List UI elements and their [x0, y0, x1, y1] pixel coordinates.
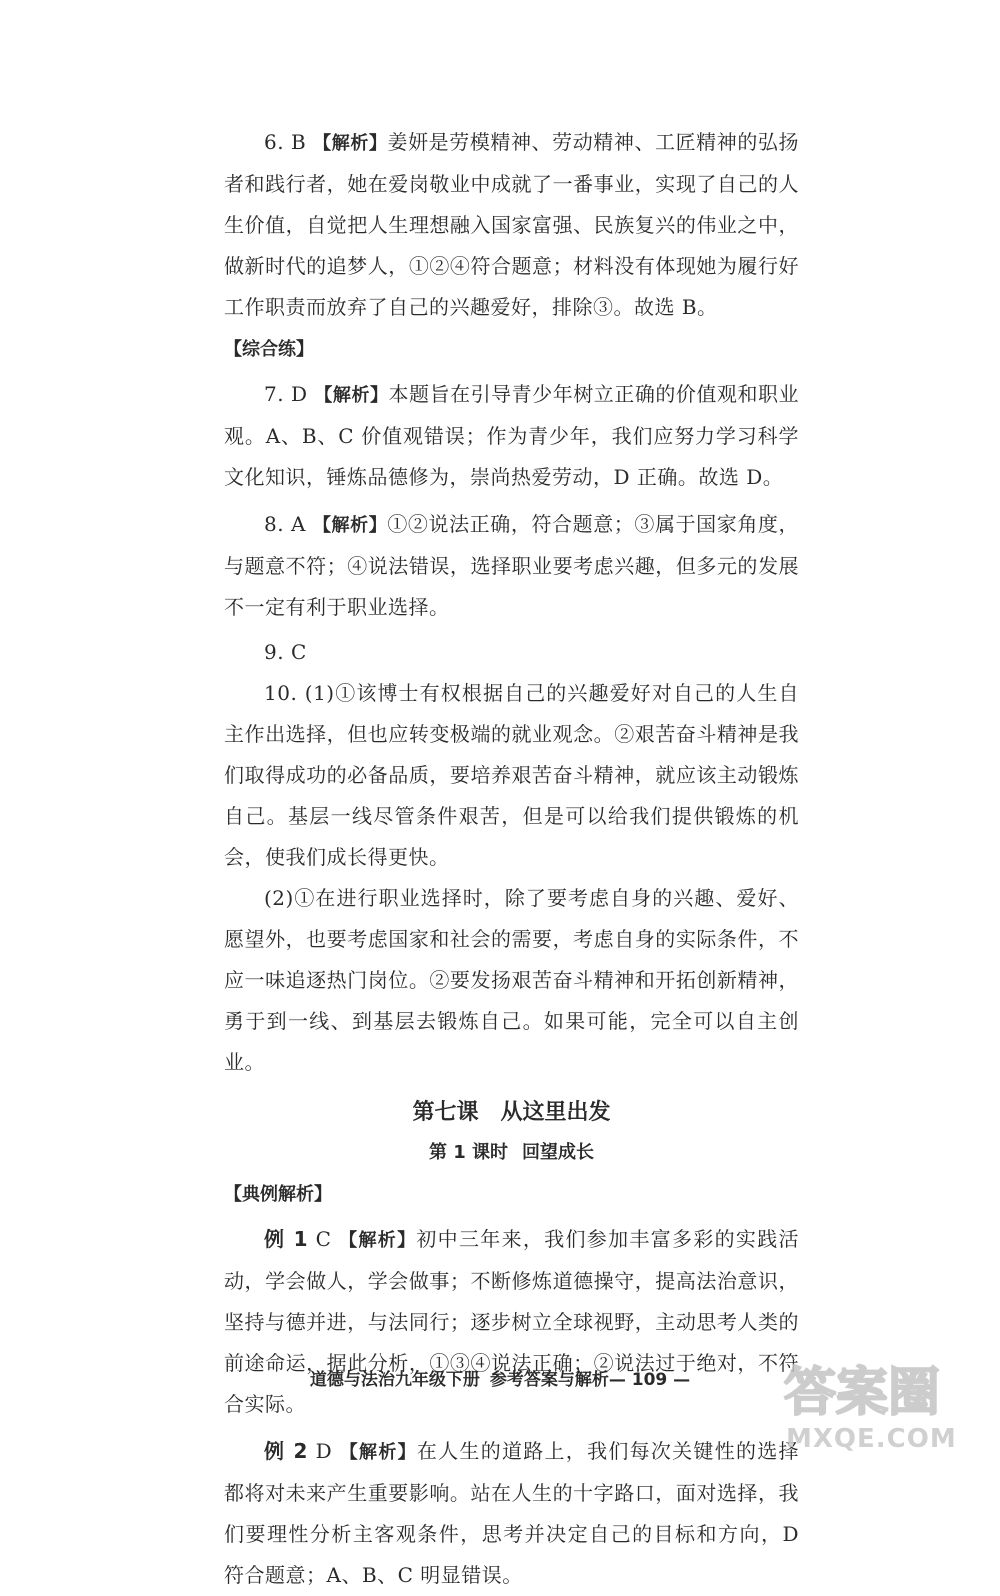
- analysis-tag: 【解析】: [339, 1230, 417, 1251]
- section-comprehensive: 【综合练】: [224, 339, 314, 360]
- lesson-number: 第七课: [412, 1100, 479, 1125]
- lesson-title: [224, 1093, 799, 1133]
- answer-8-text: ①②说法正确，符合题意；③属于国家角度，与题意不符；④说法错误，选择职业要考虑兴趣，但多元的发展不一定有利于职业选择。: [224, 512, 800, 619]
- answer-8: [224, 504, 799, 628]
- answer-10-part-1: 10. (1)①该博士有权根据自己的兴趣爱好对自己的人生自主作出选择，但也应转变极端的就业观念。②艰苦奋斗精神是我们取得成功的必备品质，要培养艰苦奋斗精神，就应该主动锻炼自己。基层一线尽管条件艰苦，但是可以给我们提供锻炼的机会，使我们成长得更快。: [224, 681, 799, 869]
- period-number: 第 1 课时: [428, 1142, 509, 1163]
- answer-7-text: 本题旨在引导青少年树立正确的价值观和职业观。A、B、C 价值观错误；作为青少年，我们应努力学习科学文化知识，锤炼品德修为，崇尚热爱劳动，D 正确。故选 D。: [224, 382, 800, 489]
- analysis-tag: 【解析】: [339, 1442, 417, 1463]
- analysis-tag: 【解析】: [313, 133, 388, 154]
- example-1: [224, 1219, 799, 1425]
- answer-6-text: 姜妍是劳模精神、劳动精神、工匠精神的弘扬者和践行者，她在爱岗敬业中成就了一番事业，实现了自己的人生价值，自觉把人生理想融入国家富强、民族复兴的伟业之中，做新时代的追梦人，①②④符合题意；材料没有体现她为履行好工作职责而放弃了自己的兴趣爱好，排除③。故选 B。: [224, 130, 800, 319]
- answer-9: [224, 632, 799, 673]
- watermark: [780, 1352, 990, 1462]
- answer-9-number: 9. C: [264, 640, 307, 664]
- watermark-logo-icon: [780, 1352, 990, 1422]
- analysis-tag: 【解析】: [312, 515, 388, 536]
- section-examples: 【典例解析】: [224, 1184, 332, 1205]
- example-1-answer: C: [315, 1227, 332, 1251]
- period-name: 回望成长: [522, 1142, 595, 1163]
- answer-6: [224, 122, 799, 328]
- example-2-answer: D: [315, 1439, 333, 1463]
- lesson-subtitle: [224, 1135, 799, 1171]
- page-number: — 109 —: [608, 1370, 691, 1390]
- analysis-tag: 【解析】: [314, 385, 389, 406]
- lesson-name: 从这里出发: [500, 1100, 611, 1125]
- answer-7-number: 7. D: [264, 382, 308, 406]
- answer-8-number: 8. A: [264, 512, 306, 536]
- example-2: [224, 1431, 799, 1596]
- example-1-text: 初中三年来，我们参加丰富多彩的实践活动，学会做人，学会做事；不断修炼道德操守，提高法治意识，坚持与德并进，与法同行；逐步树立全球视野，主动思考人类的前途命运，据此分析，①③④说法正确；②说法过于绝对，不符合实际。: [224, 1227, 800, 1416]
- answer-10-part-2: (2)①在进行职业选择时，除了要考虑自身的兴趣、爱好、愿望外，也要考虑国家和社会的需要，考虑自身的实际条件，不应一味追逐热门岗位。②要发扬艰苦奋斗精神和开拓创新精神，勇于到一线、到基层去锻炼自己。如果可能，完全可以自主创业。: [224, 886, 799, 1074]
- svg-text:答案圈: 答案圈: [784, 1363, 941, 1422]
- example-2-text: 在人生的道路上，我们每次关键性的选择都将对未来产生重要影响。站在人生的十字路口，面对选择，我们要理性分析主客观条件，思考并决定自己的目标和方向，D 符合题意；A、B、C 明显错误。: [224, 1439, 800, 1587]
- answer-6-number: 6. B: [264, 130, 307, 154]
- example-2-label: 例 2: [264, 1439, 308, 1463]
- answer-7: [224, 374, 799, 498]
- watermark-url: MXQE.COM: [786, 1424, 957, 1454]
- footer-section: 参考答案与解析: [489, 1370, 609, 1390]
- example-1-label: 例 1: [264, 1227, 308, 1251]
- book-title: 道德与法治九年级下册: [309, 1370, 480, 1390]
